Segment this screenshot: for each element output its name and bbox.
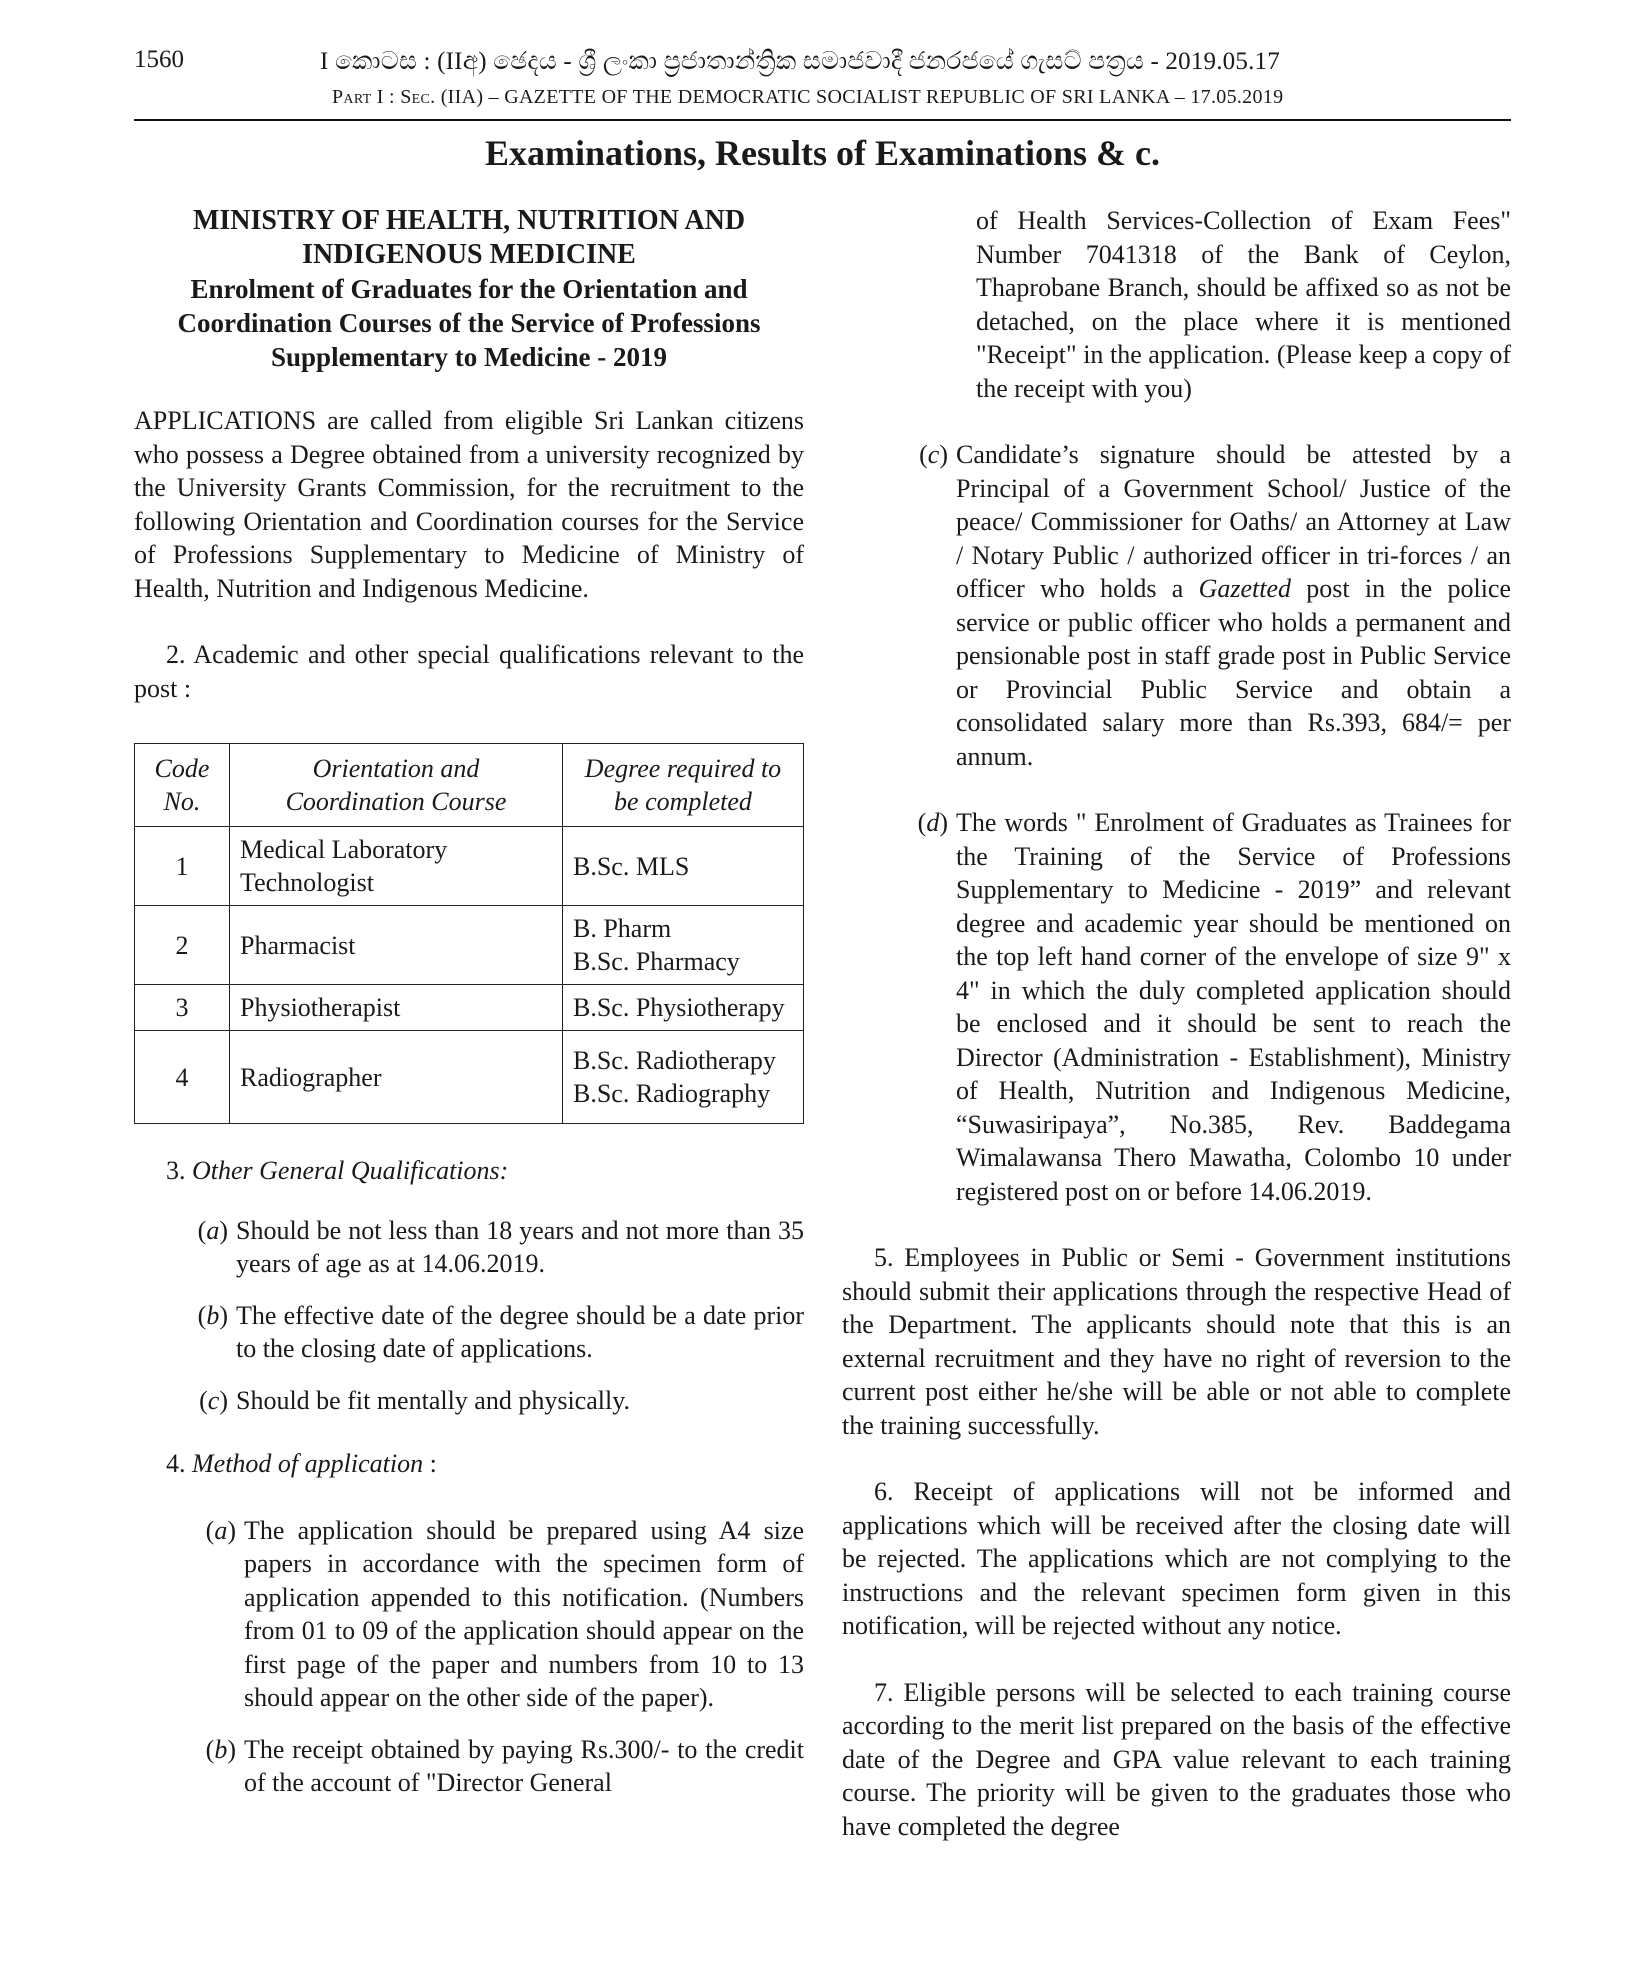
item-text: The words " Enrolment of Graduates as Trainees for the Training of the Service of Professions Supplementary to Medicine - 2019” and relevant degree and academic year should be mentioned on the top left hand corner of the envelope of size 9" x 4" in which the duly completed application should be enclosed and it should be sent to reach the Director (Administration - Establishment), Ministry of Health, Nutrition and Indigenous Medicine, “Suwasiripaya”, No.385, Rev. Baddegama Wimalawansa Thero Mawatha, Colombo 10 under registered post on or before 14.06.2019. — [956, 808, 1511, 1206]
cell-degree — [563, 985, 804, 1031]
table-row — [135, 1031, 804, 1124]
cell-course — [230, 827, 563, 906]
item-text: Should be fit mentally and physically. — [236, 1385, 631, 1415]
left-column — [134, 204, 804, 1800]
method-item-b — [134, 1733, 804, 1800]
cell-text: B.Sc. Radiography — [573, 1079, 771, 1108]
page-number: 1560 — [134, 46, 184, 73]
item-text-italic: Gazetted — [1198, 574, 1292, 603]
item-text: The application should be prepared using A4 size papers in accordance with the specimen form of application appended to this notification. (Numbers from 01 to 09 of the application should appear on the first page of the paper and numbers from 10 to 13 should appear on the other side of the paper). — [244, 1515, 804, 1712]
table-header-row — [135, 744, 804, 827]
gazette-title-sinhala: I කොටස : (IIඅ) ඡෙදය - ශ්‍රී ලංකා ප්‍රජාතාන්ත්‍රික සමාජවාදී ජනරජයේ ගැසට් පත්‍රය - 2019.05.17 — [320, 48, 1280, 75]
cell-text: B. Pharm — [573, 914, 672, 943]
intro-paragraph: APPLICATIONS are called from eligible Sri Lankan citizens who possess a Degree obtained from a university recognized by the University Grants Commission, for the recruitment to the following Orientation and Coordination courses for the Service of Professions Supplementary to Medicine of Ministry of Health, Nutrition and Indigenous Medicine. — [134, 406, 804, 603]
right-column — [842, 204, 1511, 1843]
column-header-code — [135, 744, 230, 827]
paragraph-7: 7. Eligible persons will be selected to each training course according to the merit list prepared on the basis of the effective date of the Degree and GPA value relevant to each training course. The priority will be given to the graduates those who have completed the degree — [842, 1677, 1511, 1841]
header-text: Degree required to — [584, 754, 782, 783]
item-text-part: post in the police service or public officer who holds a permanent and pensionable post in staff grade post in Public Service or Provincial Public Service and obtain a consolidated salary more than Rs.393, 684/= per annum. — [956, 574, 1511, 771]
cell-degree — [563, 906, 804, 985]
item-marker: (a) — [197, 1215, 228, 1245]
cell-course — [230, 985, 563, 1031]
cell-code: 1 — [135, 827, 230, 906]
paragraph-label: Other General Qualifications: — [192, 1156, 509, 1185]
method-item-b-continued: of Health Services-Collection of Exam Fees" Number 7041318 of the Bank of Ceylon, Thaprobane Branch, should be affixed so as not be detached, on the place where it is mentioned "Receipt" in the application. (Please keep a copy of the receipt with you) — [976, 206, 1511, 403]
paragraph-label: Method of application — [192, 1449, 424, 1478]
section-title: Examinations, Results of Examinations & c. — [484, 133, 1161, 173]
cell-code: 2 — [135, 906, 230, 985]
item-text: Should be not less than 18 years and not more than 35 years of age as at 14.06.2019. — [236, 1215, 804, 1278]
header-text: Orientation and — [312, 754, 480, 783]
cell-text: B.Sc. MLS — [573, 851, 690, 881]
item-text-part: Candidate’s signature should be attested by a Principal of a Government School/ Justice of the peace/ Commissioner for Oaths/ an Attorney at Law / Notary Public / authorized officer in tri-forces / an officer who holds a — [956, 440, 1511, 603]
method-item-d — [842, 806, 1511, 1208]
item-text: The effective date of the degree should be a date prior to the closing date of applications. — [236, 1300, 804, 1363]
notice-heading — [134, 272, 804, 374]
qualifications-table — [134, 743, 804, 1124]
item-marker: (a) — [205, 1515, 236, 1545]
qualification-item-a — [134, 1214, 804, 1281]
column-header-degree — [563, 744, 804, 827]
method-item-c — [842, 438, 1511, 773]
header-text: be completed — [614, 787, 752, 816]
table-row — [135, 906, 804, 985]
paragraph-5: 5. Employees in Public or Semi - Government institutions should submit their applications through the respective Head of the Department. The applicants should note that this is an external recruitment and they have no right of reversion to the current post either he/she will be able or not able to complete the training successfully. — [842, 1243, 1511, 1440]
header-text: Code — [154, 754, 210, 783]
paragraph-3-heading — [134, 1154, 804, 1188]
method-item-a — [134, 1514, 804, 1715]
qualification-item-b — [134, 1299, 804, 1366]
paragraph-4-heading — [134, 1447, 804, 1481]
table-row — [135, 985, 804, 1031]
item-marker: (b) — [205, 1734, 236, 1764]
cell-text: Pharmacist — [240, 930, 356, 960]
notice-heading-line: Enrolment of Graduates for the Orientation and — [190, 274, 748, 304]
cell-text: Medical Laboratory — [240, 835, 448, 864]
header-divider — [134, 119, 1511, 121]
cell-course — [230, 1031, 563, 1124]
ministry-heading-line: INDIGENOUS MEDICINE — [302, 239, 636, 270]
notice-heading-line: Supplementary to Medicine - 2019 — [271, 342, 667, 372]
item-marker: (d) — [917, 808, 948, 837]
cell-degree — [563, 827, 804, 906]
item-marker: (c) — [919, 440, 948, 469]
cell-course — [230, 906, 563, 985]
ministry-heading-line: MINISTRY OF HEALTH, NUTRITION AND — [192, 205, 746, 236]
item-marker: (c) — [199, 1385, 228, 1415]
cell-code: 4 — [135, 1031, 230, 1124]
paragraph-number: 4. — [166, 1449, 186, 1478]
header-text: No. — [163, 787, 201, 816]
table-row — [135, 827, 804, 906]
cell-text: B.Sc. Radiotherapy — [573, 1046, 776, 1075]
item-text: The receipt obtained by paying Rs.300/- to the credit of the account of "Director General — [244, 1734, 804, 1797]
cell-text: B.Sc. Pharmacy — [573, 947, 740, 976]
cell-text: Technologist — [240, 868, 374, 897]
cell-text: B.Sc. Physiotherapy — [573, 993, 785, 1022]
header-text: Coordination Course — [285, 787, 507, 816]
paragraph-number: 3. — [166, 1156, 186, 1185]
cell-text: Physiotherapist — [240, 993, 401, 1022]
paragraph-2: 2. Academic and other special qualifications relevant to the post : — [134, 640, 804, 703]
qualification-item-c — [134, 1384, 804, 1418]
column-header-course — [230, 744, 563, 827]
item-text — [956, 438, 1511, 773]
ministry-heading — [134, 204, 804, 272]
item-marker: (b) — [197, 1300, 228, 1330]
gazette-title-english: Part I : Sec. (IIA) – GAZETTE OF THE DEMOCRATIC SOCIALIST REPUBLIC OF SRI LANKA – 17.05.2019 — [332, 86, 1284, 108]
cell-degree — [563, 1031, 804, 1124]
cell-text: Radiographer — [240, 1062, 382, 1092]
paragraph-colon: : — [423, 1449, 437, 1478]
cell-code: 3 — [135, 985, 230, 1031]
notice-heading-line: Coordination Courses of the Service of Professions — [177, 308, 761, 338]
paragraph-6: 6. Receipt of applications will not be informed and applications which will be received after the closing date will be rejected. The applications which are not complying to the instructions and the relevant specimen form given in this notification, will be rejected without any notice. — [842, 1477, 1511, 1640]
